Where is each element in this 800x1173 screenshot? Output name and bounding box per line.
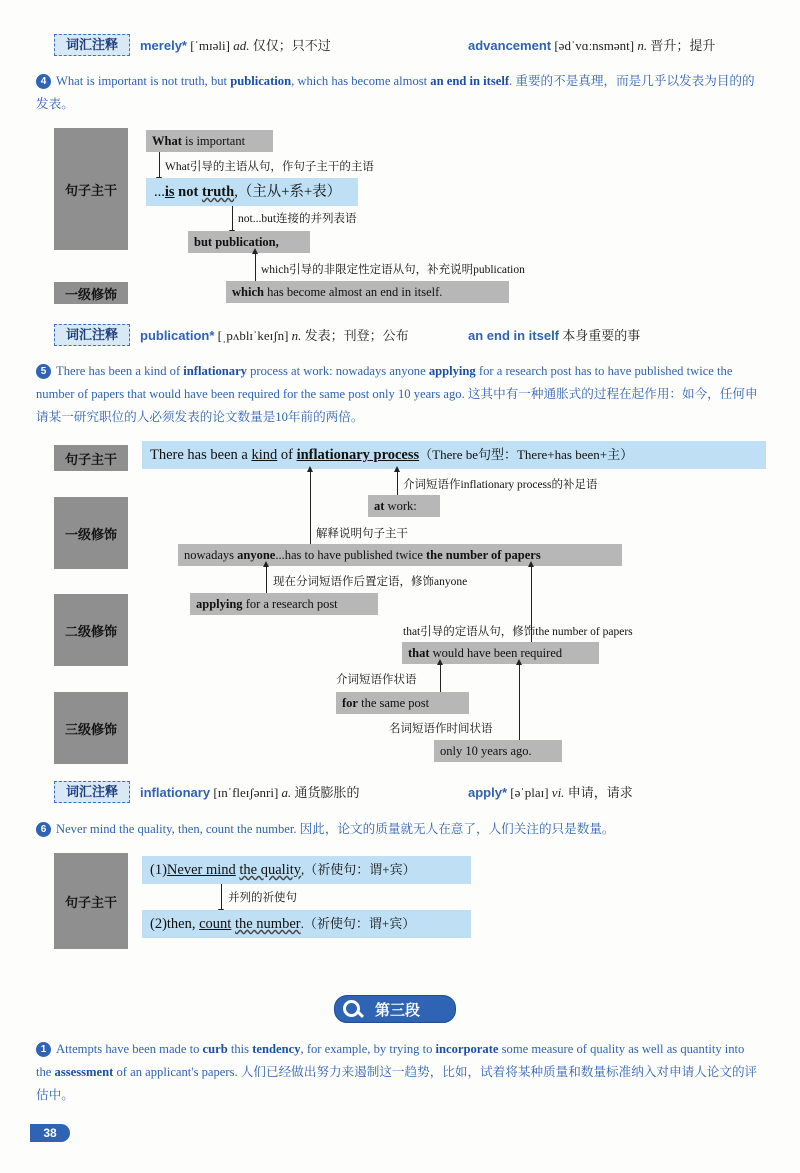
label-first-modifier: 一级修饰 [54,282,128,304]
box-is-not-truth: ...is not truth,（主从+系+表） [146,178,358,206]
note-for: 介词短语作状语 [336,674,417,686]
box-that-clause: that would have been required [402,642,599,664]
arrow [310,471,311,544]
note-what-clause: What引导的主语从句，作句子主干的主语 [165,161,374,173]
note-time: 名词短语作时间状语 [389,723,493,735]
note-explain: 解释说明句子主干 [316,528,408,540]
sentence-1: 1 Attempts have been made to curb this tendency, for example, by trying to incorporate some measure of quality as well as quantity into the assessment of an applicant's papers. 人们已经做出努力来遏制这一趋势，比如，试着将某种质量和数量标准纳入对申请人论文的评估中。 [36,1042,758,1102]
section-header [334,995,456,1023]
vocab-tag: 词汇注释 [54,34,130,56]
note-applying: 现在分词短语作后置定语，修饰anyone [273,576,468,588]
vocab-entry-merely: merely* [ˈmɪəli] ad. 仅仅；只不过 [140,38,331,53]
arrow [519,664,520,740]
arrow [397,471,398,495]
box-for-the-same-post: for the same post [336,692,469,714]
box-time: only 10 years ago. [434,740,562,762]
box-which-clause: which has become almost an end in itself. [226,281,509,303]
page-number: 38 [30,1124,70,1142]
box-at-work: at work: [368,495,440,517]
note-not-but: not...but连接的并列表语 [238,213,357,225]
label-main-clause: 句子主干 [54,853,128,949]
arrow [266,566,267,593]
sentence-6: 6 Never mind the quality, then, count the number. 因此，论文的质量就无人在意了，人们关注的只是数量。 [36,818,762,841]
label-first-modifier: 一级修饰 [54,497,128,569]
note-that-clause: that引导的定语从句，修饰the number of papers [403,626,633,638]
box-but-publication: but publication, [188,231,310,253]
arrow [232,206,233,231]
box-count-the-number: (2)then, count the number.（祈使句：谓+宾） [142,910,471,938]
vocab-entry-inflationary: inflationary [ɪnˈfleɪʃənri] a. 通货膨胀的 [140,785,360,800]
box-main-clause: There has been a kind of inflationary process（There be句型：There+has been+主） [142,441,766,469]
sentence-number: 1 [36,1042,51,1057]
label-main-clause: 句子主干 [54,128,128,250]
arrow [255,253,256,281]
note-which-clause: which引导的非限定性定语从句，补充说明publication [261,264,525,276]
sentence-number: 4 [36,74,51,89]
section-title: 第三段 [375,1002,421,1019]
sentence-5: 5 There has been a kind of inflationary process at work: nowadays anyone applying for a research post has to have published twice the number of papers that would have been required for the same post only 10 years ago. 这其中有一种通胀式的过程在起作用：如今，任何申请某一研究职位的人必须发表的论文数量是10年前的两倍。 [36,364,758,424]
label-third-modifier: 三级修饰 [54,692,128,764]
vocab-entry-end-in-itself: an end in itself 本身重要的事 [468,328,641,343]
arrow [159,152,160,178]
arrow [221,884,222,910]
vocab-entry-publication: publication* [ˌpʌblɪˈkeɪʃn] n. 发表；刊登；公布 [140,328,409,343]
vocab-entry-advancement: advancement [ədˈvɑːnsmənt] n. 晋升；提升 [468,38,716,53]
box-never-mind: (1)Never mind the quality,（祈使句：谓+宾） [142,856,471,884]
box-what-is-important: What is important [146,130,273,152]
arrow [440,664,441,692]
note-parallel: 并列的祈使句 [228,892,297,904]
label-main-clause: 句子主干 [54,445,128,471]
sentence-number: 6 [36,822,51,837]
label-second-modifier: 二级修饰 [54,594,128,666]
vocab-tag: 词汇注释 [54,324,130,346]
note-at-work: 介词短语作inflationary process的补足语 [403,479,598,491]
vocab-entry-apply: apply* [əˈplaɪ] vi. 申请，请求 [468,785,633,800]
sentence-number: 5 [36,364,51,379]
box-anyone-clause: nowadays anyone...has to have published twice the number of papers [178,544,622,566]
vocab-tag: 词汇注释 [54,781,130,803]
sentence-4: 4 What is important is not truth, but publication, which has become almost an end in itself. 重要的不是真理，而是几乎以发表为目的的发表。 [36,74,755,111]
box-applying: applying for a research post [190,593,378,615]
